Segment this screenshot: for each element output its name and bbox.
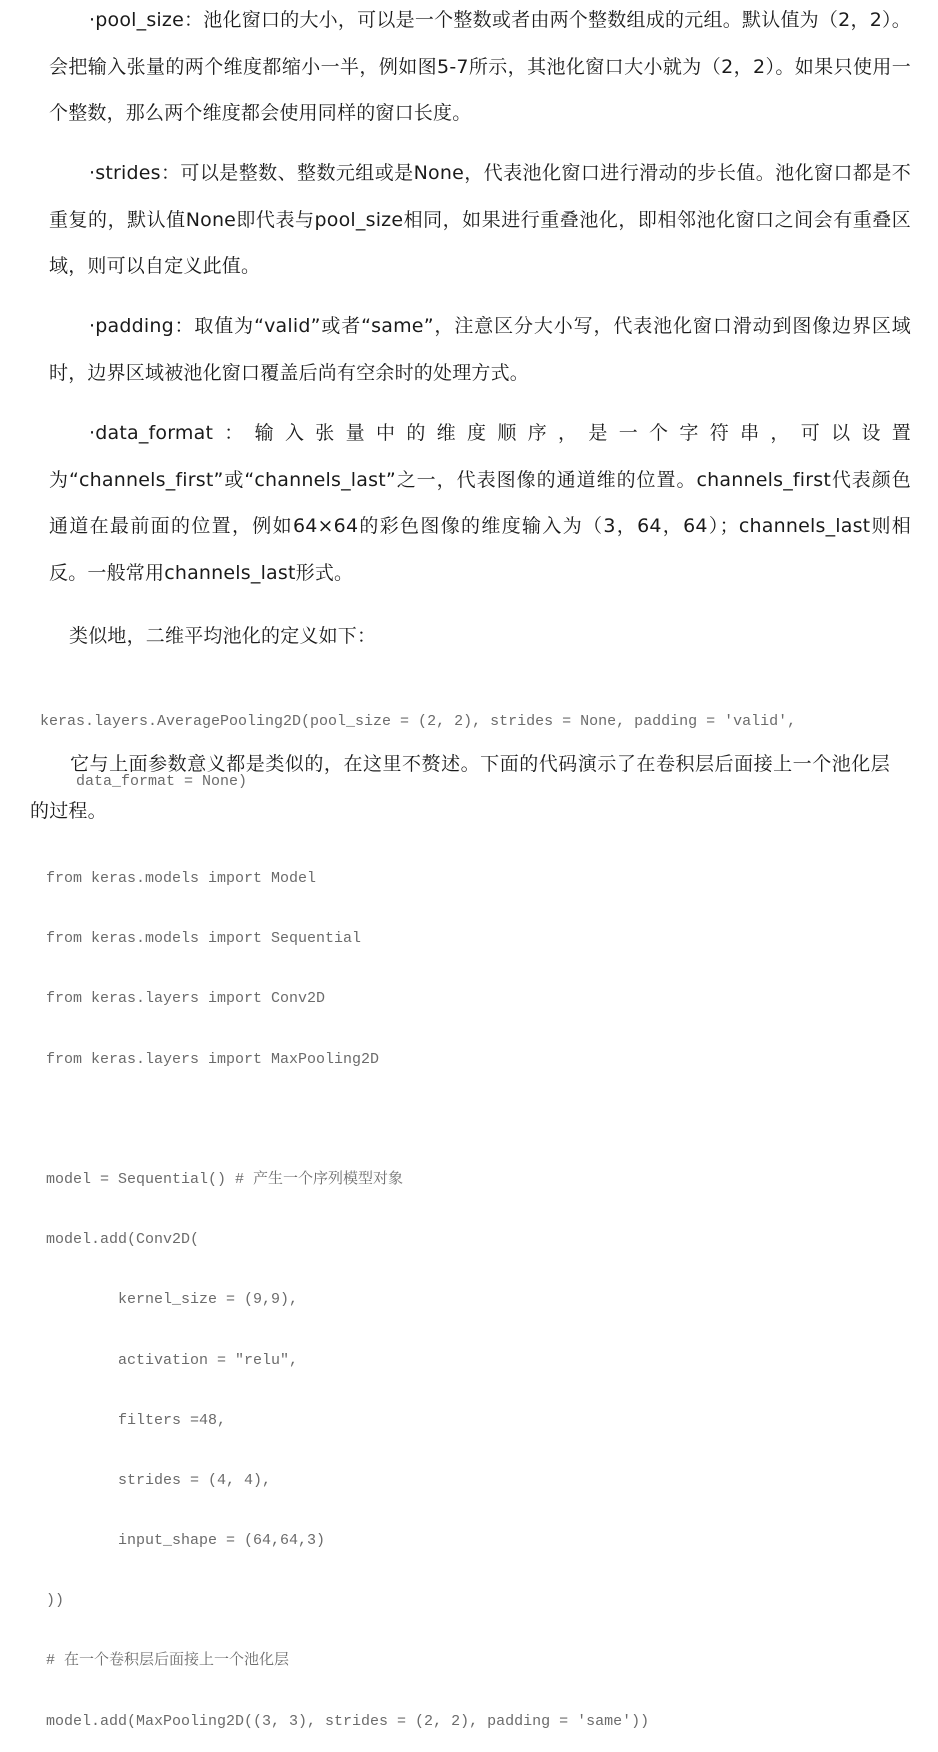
code-line: from keras.models import Model [46,870,317,887]
code-line: from keras.layers import Conv2D [46,990,326,1008]
code-line: model.add(MaxPooling2D((3, 3), strides = (2, 2), padding = 'same')) [46,1712,650,1730]
code-line: strides = (4, 4), [46,1471,272,1489]
code-line: # 在一个卷积层后面接上一个池化层 [46,1652,290,1670]
code-line: filters =48, [46,1411,227,1429]
code-line: )) [46,1592,65,1610]
param-strides: ·strides：可以是整数、整数元组或是None，代表池化窗口进行滑动的步长值。池化窗口都是不重复的，默认值None即代表与pool_size相同，如果进行重叠池化，即相邻池化窗口之间会有重叠区域，则可以自定义此值。 [49,162,911,277]
param-data-format: ·data_format：输入张量中的维度顺序，是一个字符串，可以设置为“channels_first”或“channels_last”之一，代表图像的通道维的位置。channels_first代表颜色通道在最前面的位置，例如64×64的彩色图像的维度输入为（3，64，64）；channels_last则相反。一般常用channels_last形式。 [49,422,911,584]
param-pool-size: ·pool_size：池化窗口的大小，可以是一个整数或者由两个整数组成的元组。默认值为（2，2）。会把输入张量的两个维度都缩小一半，例如图5-7所示，其池化窗口大小就为（2，2）。如果只使用一个整数，那么两个维度都会使用同样的窗口长度。 [49,9,911,124]
code-line: activation = "relu", [46,1351,299,1369]
code-line: data_format = None) [40,773,248,791]
code-line: kernel_size = (9,9), [46,1291,299,1309]
code-line [46,1107,649,1133]
example-code-block [46,832,649,1752]
code-line: keras.layers.AveragePooling2D(pool_size = (2, 2), strides = None, padding = 'valid', [40,713,797,730]
code-line: from keras.models import Sequential [46,930,362,948]
code-line: input_shape = (64,64,3) [46,1532,326,1550]
code-line: from keras.layers import MaxPooling2D [46,1050,380,1068]
explanation-paragraph: 它与上面参数意义都是类似的，在这里不赘述。下面的代码演示了在卷积层后面接上一个池化层的过程。 [30,753,890,822]
param-padding: ·padding：取值为“valid”或者“same”，注意区分大小写，代表池化窗口滑动到图像边界区域时，边界区域被池化窗口覆盖后尚有空余时的处理方式。 [49,315,911,384]
code-line: model = Sequential() # 产生一个序列模型对象 [46,1170,404,1188]
code-line: model.add(Conv2D( [46,1231,200,1249]
intro-average-pooling: 类似地，二维平均池化的定义如下： [69,625,377,647]
